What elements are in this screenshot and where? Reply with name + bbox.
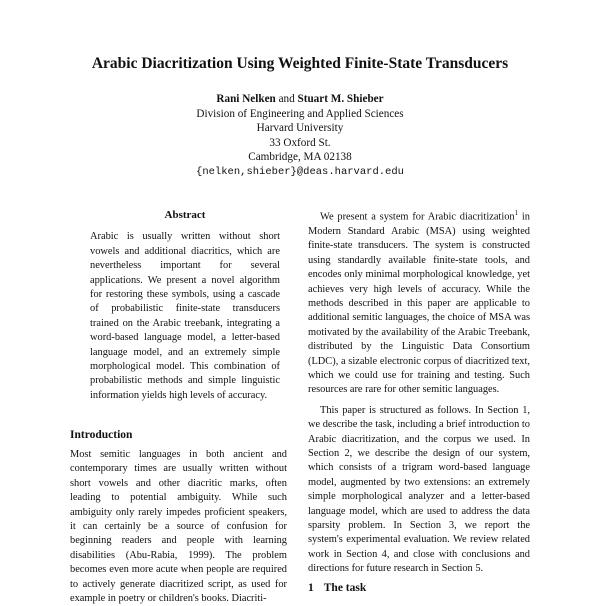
abstract-text: Arabic is usually written without short vowels and additional diacritics, which are nevertheless important for several applications. We present a novel algorithm for restoring these symbols, using a cascade of probabilistic finite-state transducers trained on the Arabic treebank, integrating a word-based language model, a letter-based language model, and an extremely simple morphological model. This combination of probabilistic methods and simple linguistic information yields high levels of accuracy. — [90, 231, 280, 401]
street-address: 33 Oxford St. — [269, 136, 331, 149]
author-1: Rani Nelken — [216, 93, 276, 105]
section-title: The task — [323, 582, 367, 594]
author-2: Stuart M. Shieber — [297, 93, 384, 105]
city-address: Cambridge, MA 02138 — [248, 151, 352, 164]
university: Harvard University — [256, 122, 344, 135]
author-block — [0, 92, 600, 180]
introduction-heading: Introduction — [70, 429, 133, 441]
affiliation: Division of Engineering and Applied Sciences — [196, 107, 404, 120]
footnote-mark: 1 — [514, 209, 519, 217]
right-paragraph-1-rest: in Modern Standard Arabic (MSA) using weighted finite-state transducers. The system is constructed using standardly available finite-state tools, and encodes only minimal morphological knowledge, yet achieves very high levels of accuracy. While the methods described in this paper are applicable to additional semitic languages, the choice of MSA was motivated by the availability of the Arabic Treebank, distributed by the Linguistic Data Consortium (LDC), a sizable electronic corpus of diacritized text, which we could use for training and testing. Such resources are rare for other semitic languages. — [308, 211, 530, 396]
author-conjunction: and — [278, 93, 295, 105]
abstract-heading: Abstract — [164, 209, 206, 221]
email-address: {nelken,shieber}@deas.harvard.edu — [196, 165, 404, 178]
author-names — [0, 92, 600, 107]
right-column — [308, 206, 530, 577]
right-paragraph-1-start: We present a system for Arabic diacritization — [320, 211, 515, 223]
right-paragraph-2: This paper is structured as follows. In Section 1, we describe the task, including a brief introduction to Arabic diacritization, and the corpus we used. In Section 2, we describe the design of our system, which consists of a trigram word-based language model, augmented by two extensions: an extremely simple morphological analyzer and a letter-based language model, which are used to address the data sparsity problem. In Section 3, we report the system's experimental evaluation. We review related work in Section 4, and close with conclusions and directions for future research in Section 5. — [308, 404, 530, 575]
abstract-section — [90, 208, 280, 403]
introduction-text: Most semitic languages in both ancient and contemporary times are usually written without short vowels and other diacritic marks, often leading to potential ambiguity. While such ambiguity only rarely impedes proficient speakers, it can certainly be a source of confusion for beginning readers and people with learning disabilities (Abu-Rabia, 1999). The problem becomes even more acute when people are required to actively generate diacritized script, as used for example in poetry or children's books. Diacriti- — [70, 449, 287, 605]
section-number: 1 — [308, 582, 314, 594]
right-paragraph-1 — [308, 206, 530, 398]
section-1-heading — [308, 582, 366, 594]
paper-title: Arabic Diacritization Using Weighted Finite-State Transducers — [91, 55, 509, 72]
